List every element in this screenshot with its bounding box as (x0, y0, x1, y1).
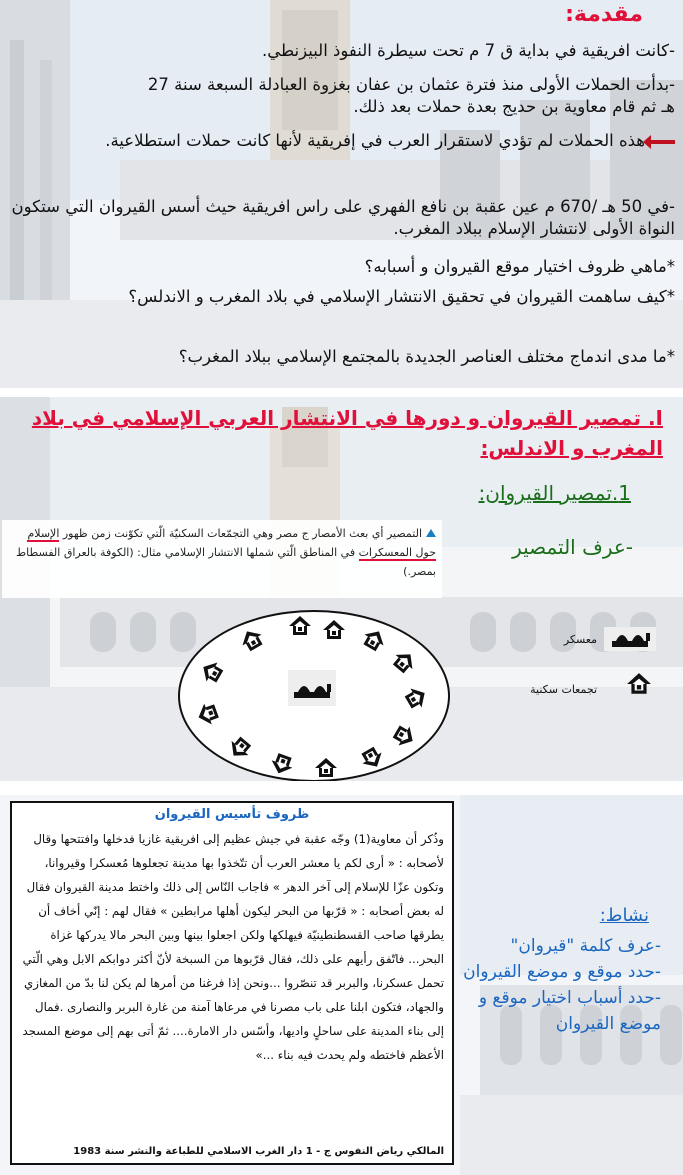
legend-house-icon (624, 671, 654, 697)
historical-text-body: وذُكر أن معاوية(1) وجّه عقبة في جيش عظيم إلى افريقية غازيا فدخلها وافتتحها وقال لأصحابه : « أرى لكم يا معشر العرب أن تتّخذوا بها مدينة تجعلوها مُعسكرا وقيروانا، وتكون عزّا للإسلام إلى آخر الدهر » فاجاب النّاس إلى ذلك واختط مدينة القيروان فقال له بعض أصحابه : « قرّبها من البحر ليكون أهلها مرابطين » فقال لهم : إنّي أخاف أن يطرقها صاحب القسطنطينيّة فيهلكها ولكن اجعلوا بينها وبين البحر مالا يدركها غزاة البحر... فاتّفق رأيهم على ذلك، فقال قرّبوها من السبخة لأنّ أكثر دوابكم الابل وهي الّتي تحمل عسكرنا، والبربر قد تنصّروا ...ونحن إذا فرغنا من أمرها لم يكن لنا بدّ من المغازي والجهاد، فتكون ابلنا على باب مصرنا في مرعاها آمنة من غارة البربر والنصارى .فمال إلى بناء المدينة على ساحلٍ واديها، وأسّس دار الامارة.... ثمّ أتى بهم إلى موضع المسجد الأعظم فاختطه ولم يحدث فيه بناء ...» (22, 832, 444, 1062)
section-heading: I. تمصير القيروان و دورها في الانتشار العربي الإسلامي في بلاد المغرب و الاندلس: (31, 406, 663, 460)
intro-paragraph-4-text: هذه الحملات لم تؤدي لاستقرار العرب في إفريقية لأنها كانت حملات استطلاعية. (105, 131, 645, 150)
intro-paragraph-4 (8, 130, 675, 152)
intro-question-2: *كيف ساهمت القيروان في تحقيق الانتشار الإسلامي في بلاد المغرب و الاندلس؟ (128, 287, 675, 306)
house-icon (403, 683, 430, 712)
legend-camp-icon (604, 627, 656, 651)
historical-text-box (10, 801, 454, 1165)
intro-paragraph-5: -في 50 هـ /670 م عين عقبة بن نافع الفهري على راس افريقية حيث أسس القيروان التي ستكون النواة الأولى لانتشار الإسلام ببلاد المغرب. (11, 197, 675, 238)
house-icon (289, 616, 311, 635)
intro-paragraph-3: هـ ثم قام معاوية بن حديج بعدة حملات بعد ذلك. (353, 97, 675, 116)
tamsir-diagram (178, 610, 446, 780)
intro-paragraph-2: -بدأت الحملات الأولى منذ فترة عثمان بن عفان بغزوة العبادلة السبعة سنة 27 (147, 75, 675, 94)
house-icon (315, 758, 337, 777)
house-icon (268, 752, 295, 777)
house-icon (198, 657, 225, 686)
section-subheading: 1.تمصير القيروان: (478, 481, 631, 505)
historical-text-title: ظروف تأسيس القيروان (154, 807, 310, 822)
slide-tamsir (0, 397, 683, 781)
definition-text: التمصير أي بعث الأمصار ج مصر وهي التجمّعات السكنيّة الّتي تكوّنت زمن ظهور الإسلام حول المعسكرات في المناطق الّتي شملها الانتشار الإسلامي مثال: (الكوفة بالعراق الفسطاط بمصر.) (15, 527, 436, 578)
activity-item: -عرف كلمة "قيروان" (510, 936, 661, 956)
activity-item: -حدد أسباب اختيار موقع و موضع القيروان (478, 988, 661, 1034)
legend-camp-label: معسكر (563, 633, 597, 646)
intro-paragraph-1: -كانت افريقية في بداية ق 7 م تحت سيطرة النفوذ البيزنطي. (261, 41, 675, 60)
house-icon (360, 626, 389, 653)
intro-title: مقدمة: (565, 2, 643, 27)
intro-question-3: *ما مدى اندماج مختلف العناصر الجديدة بالمجتمع الإسلامي ببلاد المغرب؟ (178, 347, 675, 366)
activity-title: نشاط: (599, 905, 649, 926)
definition-box (2, 520, 442, 598)
activity-list (461, 933, 661, 1037)
slide-introduction (0, 0, 683, 388)
activity-item: -حدد موقع و موضع القيروان (463, 962, 661, 982)
red-arrow-icon (649, 140, 675, 144)
house-icon (237, 626, 266, 653)
house-icon (390, 647, 419, 676)
define-tamsir-prompt: -عرف التمصير (512, 535, 633, 559)
house-icon (323, 620, 345, 639)
house-icon (225, 734, 254, 763)
house-icon (391, 722, 418, 751)
historical-text-source: المالكي رياض النفوس ج - 1 دار الغرب الاسلامي للطباعة والنشر سنة 1983 (73, 1146, 444, 1157)
triangle-bullet-icon (426, 529, 436, 537)
legend-population-label: تجمعات سكنية (530, 683, 597, 696)
house-icon (358, 745, 387, 772)
house-icon (195, 701, 220, 728)
slide-founding-conditions (0, 795, 683, 1175)
intro-question-1: *ماهي ظروف اختيار موقع القيروان و أسبابه؟ (364, 257, 675, 276)
